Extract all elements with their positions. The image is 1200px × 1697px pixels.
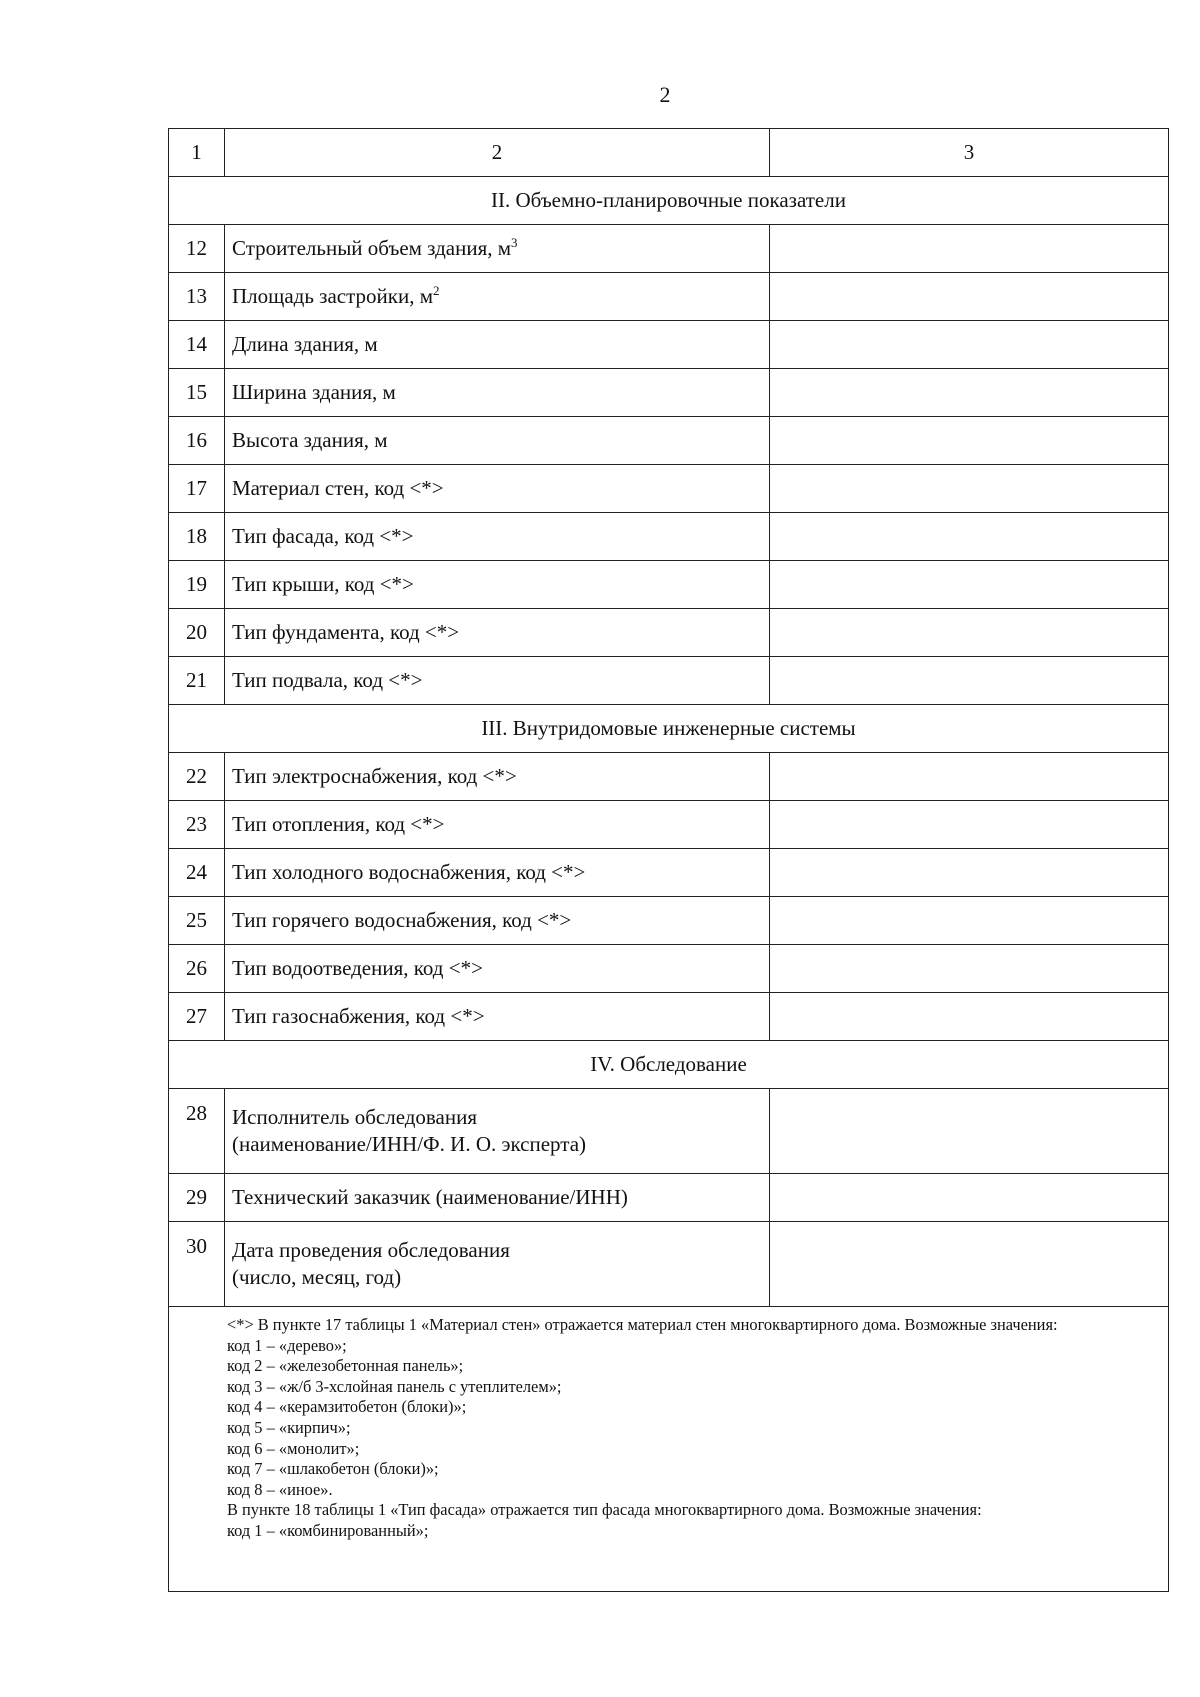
row-label (225, 561, 770, 609)
row-number: 21 (169, 657, 225, 705)
row-label (225, 609, 770, 657)
table-row (169, 657, 1169, 705)
table-row (169, 801, 1169, 849)
section-header-row (169, 705, 1169, 753)
row-label-line: (наименование/ИНН/Ф. И. О. эксперта) (232, 1132, 587, 1156)
value-cell[interactable] (770, 897, 1169, 945)
footnote-code-item: код 6 – «монолит»; (227, 1438, 360, 1458)
header-col-2: 2 (225, 129, 770, 177)
footnote-code-item: код 7 – «шлакобетон (блоки)»; (227, 1459, 439, 1479)
row-number: 23 (169, 801, 225, 849)
header-col-1: 1 (169, 129, 225, 177)
value-cell[interactable] (770, 657, 1169, 705)
row-label (225, 369, 770, 417)
page-number: 2 (659, 82, 671, 107)
footnote-row (169, 1307, 1169, 1592)
footnote-code-item: код 5 – «кирпич»; (227, 1417, 351, 1437)
row-number: 18 (169, 513, 225, 561)
row-label (225, 1222, 770, 1307)
row-number: 26 (169, 945, 225, 993)
table-row (169, 609, 1169, 657)
table-row (169, 225, 1169, 273)
row-label (225, 993, 770, 1041)
row-number: 24 (169, 849, 225, 897)
footnote-code-item: код 2 – «железобетонная панель»; (227, 1356, 464, 1376)
row-label-line: Исполнитель обследования (232, 1105, 478, 1129)
row-label-text: Тип крыши, код <*> (232, 572, 414, 596)
value-cell[interactable] (770, 945, 1169, 993)
table-row (169, 561, 1169, 609)
value-cell[interactable] (770, 561, 1169, 609)
table-row (169, 513, 1169, 561)
table-row (169, 1174, 1169, 1222)
section-header-row (169, 1041, 1169, 1089)
section-title: III. Внутридомовые инженерные системы (169, 705, 1169, 753)
building-parameters-table (168, 128, 1169, 1592)
row-number: 30 (169, 1222, 225, 1307)
value-cell[interactable] (770, 1089, 1169, 1174)
footnote-intro: <*> В пункте 17 таблицы 1 «Материал стен» отражается материал стен многоквартирного дома. Возможные значения: (227, 1315, 1058, 1334)
value-cell[interactable] (770, 513, 1169, 561)
row-label (225, 465, 770, 513)
row-label (225, 753, 770, 801)
row-label-text: Длина здания, м (232, 332, 378, 356)
row-label (225, 1089, 770, 1174)
table-row (169, 417, 1169, 465)
row-label (225, 417, 770, 465)
footnote-facade-intro: В пункте 18 таблицы 1 «Тип фасада» отражается тип фасада многоквартирного дома. Возможные значения: (227, 1500, 982, 1520)
value-cell[interactable] (770, 1222, 1169, 1307)
value-cell[interactable] (770, 321, 1169, 369)
table-row (169, 1222, 1169, 1307)
row-label (225, 657, 770, 705)
row-label-line: (число, месяц, год) (232, 1265, 402, 1289)
row-label (225, 1174, 770, 1222)
row-label (225, 945, 770, 993)
row-label-text: Тип водоотведения, код <*> (232, 956, 483, 980)
value-cell[interactable] (770, 753, 1169, 801)
value-cell[interactable] (770, 609, 1169, 657)
table-row (169, 1089, 1169, 1174)
row-number: 15 (169, 369, 225, 417)
row-number: 16 (169, 417, 225, 465)
section-title: II. Объемно-планировочные показатели (169, 177, 1169, 225)
table-row (169, 321, 1169, 369)
table-row (169, 945, 1169, 993)
row-number: 25 (169, 897, 225, 945)
unit-exponent: 3 (511, 235, 518, 250)
unit-exponent: 2 (433, 283, 440, 298)
value-cell[interactable] (770, 417, 1169, 465)
row-label (225, 801, 770, 849)
row-label (225, 273, 770, 321)
row-number: 27 (169, 993, 225, 1041)
row-label-text: Площадь застройки, м (232, 284, 433, 308)
row-label (225, 513, 770, 561)
row-label-text: Материал стен, код <*> (232, 476, 444, 500)
table-row (169, 465, 1169, 513)
row-number: 28 (169, 1089, 225, 1174)
row-label-text: Тип отопления, код <*> (232, 812, 445, 836)
value-cell[interactable] (770, 369, 1169, 417)
value-cell[interactable] (770, 801, 1169, 849)
footnote-code-item: код 1 – «дерево»; (227, 1335, 347, 1355)
row-label-text: Тип фундамента, код <*> (232, 620, 460, 644)
row-number: 12 (169, 225, 225, 273)
table-row (169, 897, 1169, 945)
footnote-code-item: код 3 – «ж/б 3-хслойная панель с утеплителем»; (227, 1376, 562, 1396)
row-label-text: Высота здания, м (232, 428, 388, 452)
row-label-text: Ширина здания, м (232, 380, 396, 404)
row-label-line: Дата проведения обследования (232, 1238, 510, 1262)
value-cell[interactable] (770, 273, 1169, 321)
footnote-code-item: код 4 – «керамзитобетон (блоки)»; (227, 1397, 467, 1417)
row-label-text: Тип электроснабжения, код <*> (232, 764, 517, 788)
section-header-row (169, 177, 1169, 225)
row-number: 29 (169, 1174, 225, 1222)
row-label-text: Тип газоснабжения, код <*> (232, 1004, 485, 1028)
row-label-text: Тип горячего водоснабжения, код <*> (232, 908, 572, 932)
value-cell[interactable] (770, 225, 1169, 273)
row-number: 19 (169, 561, 225, 609)
row-label (225, 321, 770, 369)
row-number: 14 (169, 321, 225, 369)
header-row (169, 129, 1169, 177)
row-label-text: Тип фасада, код <*> (232, 524, 414, 548)
table-row (169, 273, 1169, 321)
table-row (169, 849, 1169, 897)
table-row (169, 753, 1169, 801)
table-row (169, 993, 1169, 1041)
row-number: 17 (169, 465, 225, 513)
value-cell[interactable] (770, 1174, 1169, 1222)
footnote-code-item: код 8 – «иное». (227, 1479, 333, 1499)
row-label (225, 897, 770, 945)
row-label (225, 225, 770, 273)
row-label-text: Технический заказчик (наименование/ИНН) (232, 1185, 628, 1209)
row-label-text: Тип холодного водоснабжения, код <*> (232, 860, 586, 884)
value-cell[interactable] (770, 849, 1169, 897)
value-cell[interactable] (770, 465, 1169, 513)
row-label-text: Тип подвала, код <*> (232, 668, 423, 692)
row-number: 20 (169, 609, 225, 657)
header-col-3: 3 (770, 129, 1169, 177)
section-title: IV. Обследование (169, 1041, 1169, 1089)
row-number: 13 (169, 273, 225, 321)
row-label (225, 849, 770, 897)
table-row (169, 369, 1169, 417)
row-number: 22 (169, 753, 225, 801)
row-label-text: Строительный объем здания, м (232, 236, 512, 260)
value-cell[interactable] (770, 993, 1169, 1041)
footnote (169, 1307, 1169, 1592)
footnote-code-item: код 1 – «комбинированный»; (227, 1520, 429, 1540)
